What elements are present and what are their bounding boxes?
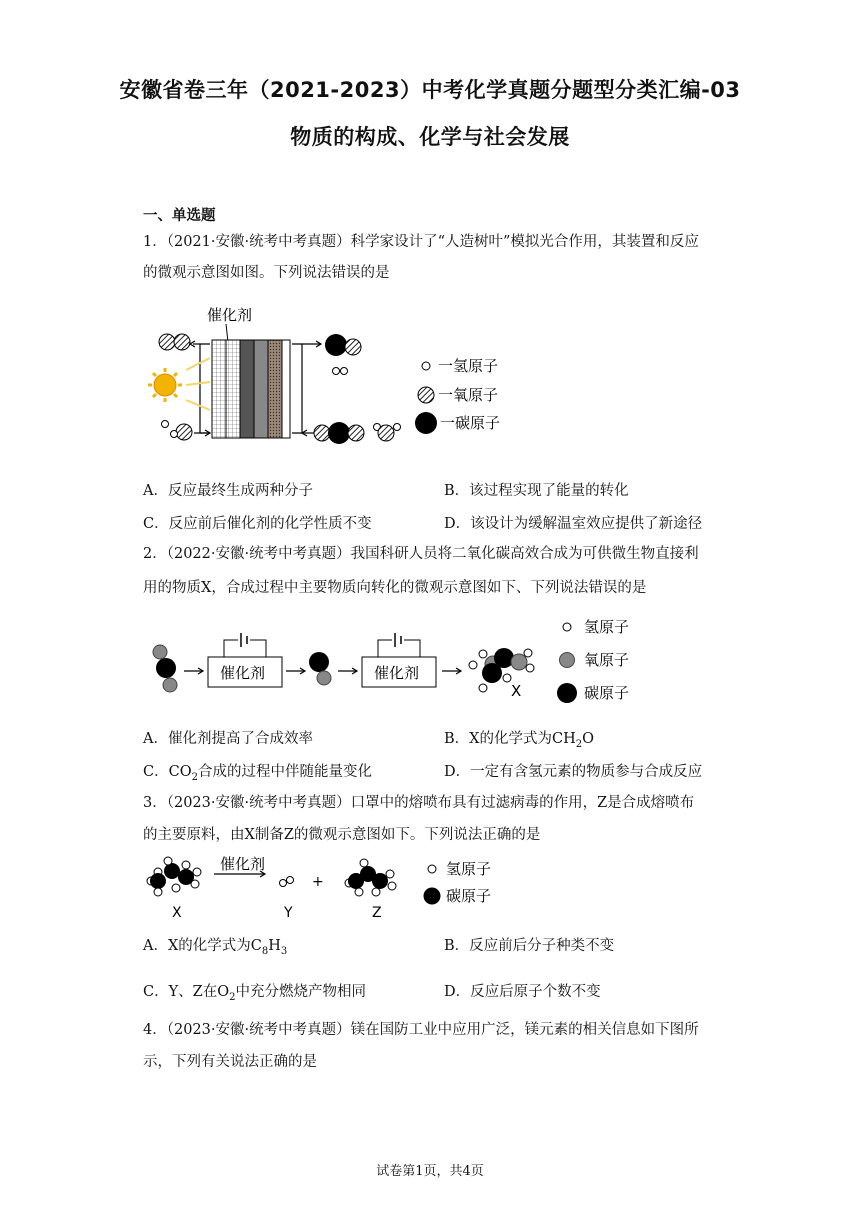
q4-stem-line2: 示，下列有关说法正确的是 (143, 1054, 317, 1070)
q1-catalyst-label: 催化剂 (207, 306, 253, 324)
q3-option-b[interactable]: B．反应前后分子种类不变 (444, 938, 615, 954)
q1-option-c[interactable]: C．反应前后催化剂的化学性质不变 (143, 516, 372, 532)
q2-option-b[interactable]: B．X的化学式为$CH_2O$ (444, 731, 594, 750)
q2-box2-label: 催化剂 (374, 664, 420, 682)
page-footer: 试卷第1页，共4页 (376, 1164, 484, 1179)
q1-legend-h: 一氢原子 (438, 357, 499, 375)
q3-z-label: Z (372, 905, 382, 921)
q3-option-d[interactable]: D．反应后原子个数不变 (444, 984, 601, 1000)
q1-stem-line2: 的微观示意图如图。下列说法错误的是 (143, 265, 390, 281)
q2-option-c[interactable]: C．$CO_2$合成的过程中伴随能量变化 (143, 764, 372, 783)
q2-box1-label: 催化剂 (220, 664, 266, 682)
q1-figure (140, 300, 520, 450)
q2-option-d[interactable]: D．一定有含氢元素的物质参与合成反应 (444, 764, 703, 780)
q2-legend-c: 碳原子 (584, 684, 630, 702)
q3-stem-line2: 的主要原料，由X制备Z的微观示意图如下。下列说法正确的是 (143, 827, 541, 843)
sun-icon (148, 368, 182, 402)
q2-stem-line2: 用的物质X，合成过程中主要物质向转化的微观示意图如下、下列说法错误的是 (143, 580, 647, 596)
section-heading: 一、单选题 (143, 208, 216, 224)
q2-stem-line1: 2．（2022·安徽·统考中考真题）我国科研人员将二氧化碳高效合成为可供微生物直接利 (143, 546, 699, 562)
q3-figure (140, 848, 520, 924)
q3-legend-c: 碳原子 (446, 887, 492, 905)
q2-legend-o: 氧原子 (584, 651, 630, 669)
q2-legend-h: 氢原子 (584, 618, 630, 636)
q3-stem-line1: 3．（2023·安徽·统考中考真题）口罩中的熔喷布具有过滤病毒的作用，Z是合成熔喷布 (143, 795, 695, 811)
q3-arrow-label: 催化剂 (220, 855, 266, 873)
q2-option-a[interactable]: A．催化剂提高了合成效率 (143, 731, 313, 747)
q2-figure (140, 612, 640, 707)
q1-legend-o: 一氧原子 (438, 386, 499, 404)
q3-x-label: X (172, 905, 182, 921)
q1-option-b[interactable]: B．该过程实现了能量的转化 (444, 483, 629, 499)
q3-y-label: Y (284, 905, 293, 921)
page-title-line1: 安徽省卷三年（2021-2023）中考化学真题分题型分类汇编-03 (119, 78, 741, 102)
page-title-line2: 物质的构成、化学与社会发展 (290, 125, 570, 149)
q3-option-a[interactable]: A．X的化学式为$C_8H_3$ (143, 938, 288, 957)
q3-legend-h: 氢原子 (446, 860, 492, 878)
q3-plus: + (312, 874, 324, 890)
q1-stem-line1: 1．（2021·安徽·统考中考真题）科学家设计了“人造树叶”模拟光合作用，其装置和反应 (143, 234, 699, 250)
q1-legend-c: 一碳原子 (440, 414, 501, 432)
q4-stem-line1: 4．（2023·安徽·统考中考真题）镁在国防工业中应用广泛，镁元素的相关信息如下图所 (143, 1022, 699, 1038)
q1-option-d[interactable]: D．该设计为缓解温室效应提供了新途径 (444, 516, 703, 532)
q1-option-a[interactable]: A．反应最终生成两种分子 (143, 483, 313, 499)
q3-option-c[interactable]: C．Y、Z在$O_2$中充分燃烧产物相同 (143, 984, 367, 1003)
q2-x-label: X (511, 682, 522, 700)
